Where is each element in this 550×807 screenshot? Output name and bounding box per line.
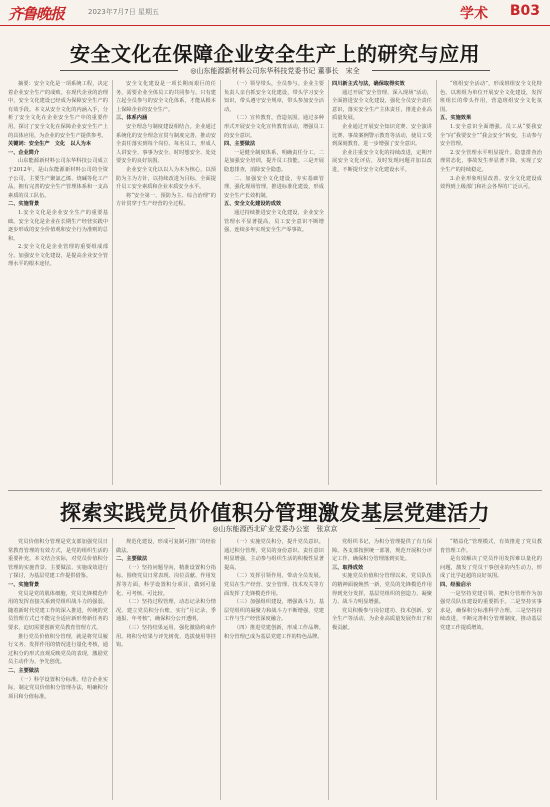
article2-column-4 xyxy=(332,538,432,800)
article1-column-1 xyxy=(8,80,108,485)
paragraph: 安全文化建设是一项长期而艰巨的任务，需要企业全体员工的共同参与。只有建立起全员参与的安全文化体系，才能从根本上保障企业的安全生产。 xyxy=(116,81,216,113)
section-heading: 五、安全文化建设的成效 xyxy=(224,201,282,208)
paragraph: 1.安全意识全面增强。员工从“要我安全”向“我要安全”“我会安全”转变，主动参与安全管理。 xyxy=(440,123,542,148)
paragraph: （三）坚持结果运用，强化激励约束作用。将积分结果与评先树优、选拔使用等挂钩。 xyxy=(116,624,216,649)
paragraph: （四）推进党建创新，形成工作品牌。积分管理已成为基层党建工作的特色品牌。 xyxy=(224,624,324,640)
column-divider xyxy=(328,538,329,800)
paragraph: 2.安全管理水平明显提升。隐患排查治理常态化，事故发生率显著下降，实现了安全生产的持续稳定。 xyxy=(440,149,542,173)
section-heading: 三、体系内涵 xyxy=(116,115,148,122)
paragraph: （一）坚持问题导向，精准设置积分指标。围绕党员日常表现、岗位贡献、作用发挥等方面，科学设置积分项目，做到可量化、可考核、可比较。 xyxy=(116,564,216,597)
paragraph: 党员是党的肌体细胞，党员先锋模范作用的发挥直接关系到党组织战斗力的强弱。随着新时代党建工作的深入推进，传统的党员管理方式已不能完全适应新形势新任务的要求，迫切需要创新党员教育管理方式。 xyxy=(8,590,108,631)
paragraph: 通过持续推进安全文化建设，企业安全管理水平显著提高，员工安全意识不断增强，连续多年实现安全生产零事故。 xyxy=(224,209,324,234)
paragraph: 企业注重安全文化的持续改进，定期开展安全文化评估，及时发现问题并加以改进，不断提升安全文化建设水平。 xyxy=(332,149,432,173)
section-heading: 四、主要做法 xyxy=(224,141,256,148)
column-divider xyxy=(436,538,437,800)
article1-column-2 xyxy=(116,80,216,485)
section-heading: 四川新主式与法，确保取得实效 xyxy=(332,81,405,87)
paragraph: 安全理念与制度建设相结合。企业通过系统化的安全理念宣贯与制度完善，推动安全责任落实到每个岗位、每名员工，形成人人讲安全、事事为安全、时时想安全、处处要安全的良好氛围。 xyxy=(116,123,216,165)
article2-column-5 xyxy=(440,538,542,800)
paragraph: 1.安全文化是企业安全生产的重要基础。安全文化是企业在长期生产经营实践中逐步形成的安全价值观和安全行为准则的总和。 xyxy=(8,209,108,242)
paragraph: 规范化建设，形成可复制可推广的经验做法。 xyxy=(116,539,216,554)
paragraph: 将“安全第一、预防为主、综合治理”的方针贯穿于生产经营的全过程。 xyxy=(116,192,216,208)
paragraph: 通过开展“安全管理、深入现场”活动，全面推进安全文化建设，强化全员安全责任意识，落实安全生产主体责任，推进企业高质量发展。 xyxy=(332,89,432,122)
paragraph: 推行党员价值积分管理，就是将党员履行义务、发挥作用的情况进行量化考核，通过积分的形式直观反映党员的表现，激励党员主动作为、争先创优。 xyxy=(8,633,108,666)
newspaper-logo: 齐鲁晚报 xyxy=(8,5,65,23)
page-number: B03 xyxy=(509,3,540,19)
section-heading: 关键词：安全生产 文化 以人为本 xyxy=(8,141,92,148)
section-heading: 四、经验启示 xyxy=(440,581,472,588)
section-heading: 一、实施背景 xyxy=(8,581,40,588)
article2-title: 探索实践党员价值积分管理激发基层党建活力 xyxy=(60,501,490,525)
section-heading: 一、企业简介 xyxy=(8,149,40,156)
article1-column-5 xyxy=(440,80,542,485)
paragraph: 党员价值积分管理是党支部加强党员日常教育管理的有效方式，是党的组织生活的重要补充。本文结合实际，对党员价值积分管理的实施背景、主要做法、实施成效进行了探讨，为基层党建工作提供借鉴。 xyxy=(8,539,108,580)
paragraph: 2.安全文化是企业管理的重要组成部分。加强安全文化建设，是提高企业安全管理水平的根本途径。 xyxy=(8,244,108,268)
section-heading: 五、实施效果 xyxy=(440,115,472,122)
column-divider xyxy=(220,80,221,485)
paragraph: 企业通过开展安全知识竞赛、安全演讲比赛、事故案例警示教育等活动，使员工受到深刻教育，进一步增强了安全意识。 xyxy=(332,123,432,148)
issue-date: 2023年7月7日 星期五 xyxy=(88,8,159,16)
paragraph: （一）科学设置积分标准。结合企业实际，制定党员价值积分管理办法，明确积分项目和分值标准。 xyxy=(8,676,108,700)
paragraph: （一）实施党员积分，提升党员意识。通过积分管理，党员的身份意识、责任意识明显增强，主动参与组织生活的积极性显著提高。 xyxy=(224,539,324,571)
section-heading: 二、主要做法 xyxy=(8,667,40,674)
paragraph: （三）加强组织建设，增强战斗力。基层党组织的凝聚力和战斗力不断增强，党建工作与生产经营深度融合。 xyxy=(224,599,324,623)
section-heading: 三、取得成效 xyxy=(332,564,364,571)
paragraph: 党组织书记，为积分管理提供了有力保障。各支部按照统一部署，规范开展积分评定工作，确保积分管理落到实处。 xyxy=(332,539,432,563)
paragraph: 山东能源新材料公司东华科技公司成立于2012年，是山东能源新材料公司的全资子公司，主要生产聚氯乙烯、烧碱等化工产品，拥有完善的安全生产管理体系和一支高素质的员工队伍。 xyxy=(8,158,108,199)
paragraph: 二、加强安全文化建设，夯实基础管理，强化现场管理，推进标准化建设，形成安全生产长效机制。 xyxy=(224,175,324,199)
article1-column-3 xyxy=(224,80,324,485)
column-divider xyxy=(436,80,437,485)
article-separator xyxy=(8,490,542,491)
paragraph: “班组安全活动”，形成班组安全文化特色。以班组为单位开展安全文化建设，发挥班组长的带头作用，营造班组安全文化氛围。 xyxy=(440,81,542,113)
article1-column-4 xyxy=(332,80,432,485)
paragraph: 摘要：安全文化是一项系统工程，决定着企业安全生产的成败。在现代企业的治理中，安全文化建设已经成为保障安全生产的有效手段。本文从安全文化的内涵入手，分析了安全文化在企业安全生产中的重要作用，探讨了安全文化在保障企业安全生产上的具体应用，为企业的安全生产提供参考。 xyxy=(8,81,108,139)
article1-title: 安全文化在保障企业安全生产上的研究与应用 xyxy=(70,42,480,66)
column-divider xyxy=(328,80,329,485)
section-heading: 二、主要做法 xyxy=(116,556,148,563)
article2-column-1 xyxy=(8,538,108,800)
paragraph: 一是健全制度体系，明确责任分工。二是加强安全培训，提升员工技能。三是开展隐患排查，消除安全隐患。 xyxy=(224,149,324,173)
article2-column-3 xyxy=(224,538,324,800)
article2-byline: ◎山东能源西北矿业党委办公室 张京京 xyxy=(212,525,338,533)
article1-byline: ◎山东能源新材料公司东华科技党委书记 董事长 宋全 xyxy=(190,67,360,75)
column-divider xyxy=(112,80,113,485)
paragraph: （二）发挥引领作用，带动全员发展。党员在生产经营、安全管理、技术攻关等方面发挥了先锋模范作用。 xyxy=(224,573,324,597)
paragraph: 一是坚持党建引领，把积分管理作为加强党员队伍建设的重要抓手。二是坚持实事求是，确保积分标准科学合理。三是坚持持续改进，不断完善积分管理制度，推动基层党建工作提质增效。 xyxy=(440,590,542,631)
paragraph: 党员积极参与岗位建功、技术创新、安全生产等活动，为企业高质量发展作出了积极贡献。 xyxy=(332,607,432,631)
masthead xyxy=(0,0,550,26)
paragraph: 3.企业形象明显改善。安全文化建设成效得到上级部门和社会各界的广泛认可。 xyxy=(440,175,542,191)
paragraph: （一）领导带头，全员参与。企业主要负责人亲自抓安全文化建设，带头学习安全知识，带头遵守安全规章，带头参加安全活动。 xyxy=(224,81,324,113)
paragraph: （二）宣传教育，营造氛围。通过多种形式开展安全文化宣传教育活动，增强员工的安全意识。 xyxy=(224,115,324,139)
column-divider xyxy=(220,538,221,800)
article2-column-2 xyxy=(116,538,216,800)
paragraph: 实施党员价值积分管理以来，党员队伍的精神面貌焕然一新，党员的先锋模范作用得到充分发挥，基层党组织的创造力、凝聚力、战斗力明显增强。 xyxy=(332,573,432,606)
paragraph: “精益化”管理模式，有效推进了党员教育管理工作。 xyxy=(440,539,542,554)
column-divider xyxy=(112,538,113,800)
paragraph: 企业安全文化以以人为本为核心，以预防为主为方针，以持续改进为目标，全面提升员工安全素质和企业本质安全水平。 xyxy=(116,166,216,191)
section-name: 学术 xyxy=(460,6,488,22)
paragraph: （二）坚持过程管理，动态记录积分情况。建立党员积分台账，实行“月记录、季通报、年考核”，确保积分公开透明。 xyxy=(116,599,216,623)
paragraph: 是有效解决了党员作用发挥难以量化的问题，激发了党员干事创业的内生动力，形成了比学赶超的良好氛围。 xyxy=(440,556,542,580)
section-heading: 二、实施背景 xyxy=(8,201,40,208)
